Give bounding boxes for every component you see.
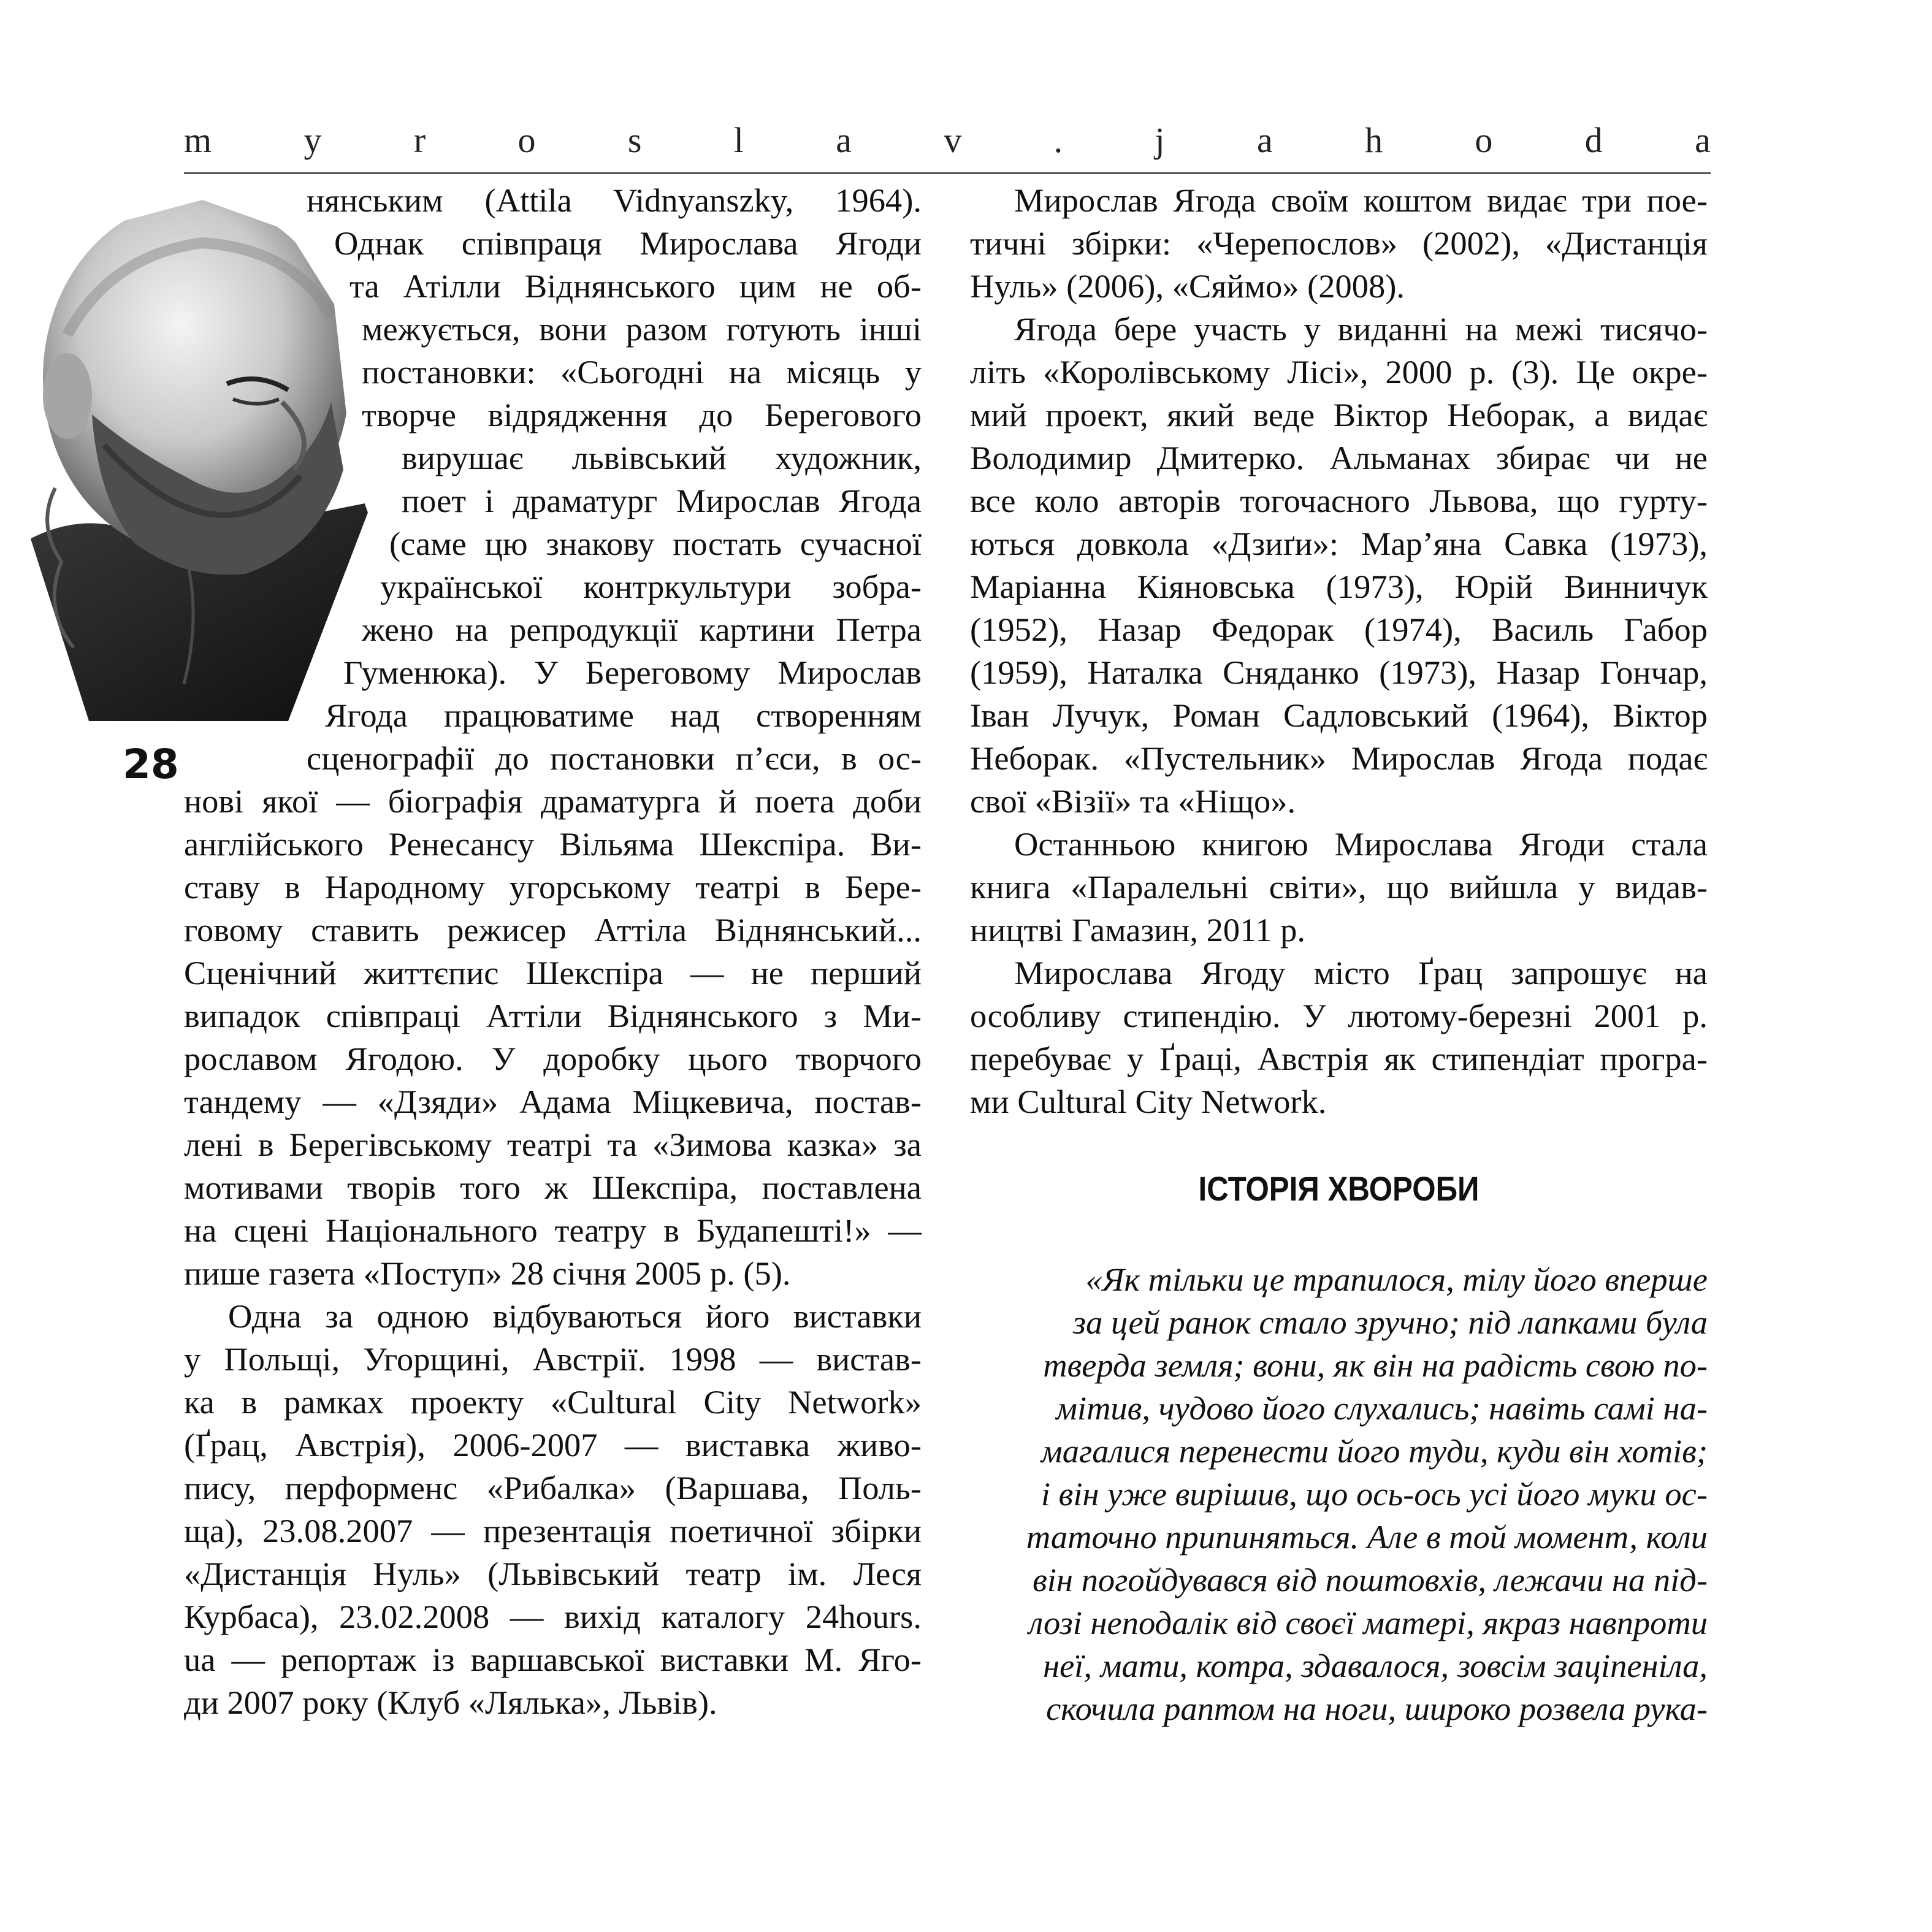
- left-column-line: постановки: «Сьогодні на місяць у: [362, 353, 922, 391]
- right-column-line: (1952), Назар Федорак (1974), Василь Габор: [970, 611, 1708, 648]
- running-head-letter: v: [944, 120, 962, 160]
- left-column-line: пише газета «Поступ» 28 січня 2005 р. (5).: [184, 1254, 791, 1292]
- quote-line: таточно припиняться. Але в той момент, коли: [1026, 1518, 1708, 1556]
- left-column-line: Однак співпраця Мирослава Ягоди: [334, 224, 922, 262]
- left-column-line: жено на репродукції картини Петра: [362, 611, 922, 648]
- running-head-letter: d: [1584, 120, 1603, 160]
- running-head-letter: l: [733, 120, 744, 160]
- left-column-line: у Польщі, Угорщині, Австрії. 1998 — вистав-: [184, 1340, 922, 1378]
- left-column-line: вирушає львівський художник,: [402, 439, 922, 476]
- right-column-line: Нуль» (2006), «Сяймо» (2008).: [970, 267, 1405, 305]
- right-column-line: все коло авторів тогочасного Львова, що гурту-: [970, 482, 1708, 519]
- left-column-line: (Ґрац, Австрія), 2006-2007 — виставка живо-: [184, 1426, 922, 1464]
- left-column: [184, 179, 922, 1724]
- quote-block: [970, 1258, 1708, 1730]
- left-column-line: сценографії до постановки п’єси, в ос-: [307, 739, 922, 777]
- right-column-line: Мирослав Ягода своїм коштом видає три пое-: [1014, 181, 1708, 219]
- left-column-line: англійського Ренесансу Вільяма Шекспіра. Ви-: [184, 825, 922, 863]
- right-column-line: літь «Королівському Лісі», 2000 р. (3). Це окре-: [970, 353, 1708, 391]
- left-column-line: Курбаса), 23.02.2008 — вихід каталогу 24hours.: [184, 1598, 922, 1635]
- right-column-line: перебуває у Ґраці, Австрія як стипендіат програ-: [970, 1040, 1708, 1077]
- left-column-line: ди 2007 року (Клуб «Лялька», Львів).: [184, 1684, 717, 1721]
- right-column-line: особливу стипендію. У лютому-березні 2001 р.: [970, 997, 1708, 1034]
- right-column-line: Останньою книгою Мирослава Ягоди стала: [1014, 825, 1708, 863]
- left-column-line: випадок співпраці Аттіли Віднянського з Ми-: [184, 997, 922, 1034]
- left-column-line: нові якої — біографія драматурга й поета доби: [184, 782, 922, 820]
- quote-line: мітив, чудово його слухались; навіть самі на-: [1056, 1389, 1708, 1427]
- running-head-letter: m: [184, 120, 212, 160]
- right-column-line: Іван Лучук, Роман Садловський (1964), Віктор: [970, 697, 1708, 734]
- quote-line: тверда земля; вони, як він на радість свою по-: [1043, 1346, 1708, 1384]
- right-column: [970, 179, 1708, 1123]
- left-column-line: тандему — «Дзяди» Адама Міцкевича, постав-: [184, 1083, 922, 1120]
- header-rule: [184, 172, 1711, 174]
- page-number: 28: [123, 741, 179, 788]
- right-column-line: Володимир Дмитерко. Альманах збирає чи не: [970, 439, 1708, 476]
- running-head-letter: s: [627, 120, 642, 160]
- right-column-line: Ягода бере участь у виданні на межі тисячо-: [1014, 310, 1708, 348]
- right-column-line: тичні збірки: «Черепослов» (2002), «Дистанція: [970, 224, 1708, 262]
- right-column-line: Мирослава Ягоду місто Ґрац запрошує на: [1014, 954, 1708, 991]
- running-head-letter: a: [1695, 120, 1711, 160]
- running-head: [184, 120, 1711, 161]
- left-column-line: нянським (Attila Vidnyanszky, 1964).: [307, 181, 922, 219]
- left-column-line: ua — репортаж із варшавської виставки М. Яго-: [184, 1641, 922, 1678]
- left-column-line: поет і драматург Мирослав Ягода: [402, 482, 922, 519]
- left-column-line: ща), 23.08.2007 — презентація поетичної збірки: [184, 1512, 922, 1549]
- quote-line: лозі неподалік від своєї матері, якраз навпроти: [1028, 1604, 1708, 1641]
- right-column-line: (1959), Наталка Сняданко (1973), Назар Гончар,: [970, 654, 1708, 691]
- running-head-letter: r: [413, 120, 426, 160]
- section-heading: ІСТОРІЯ ХВОРОБИ: [1198, 1169, 1480, 1208]
- quote-line: неї, мати, котра, здавалося, зовсім заціпеніла,: [1043, 1647, 1708, 1684]
- right-column-line: книга «Паралельні світи», що вийшла у видав-: [970, 868, 1708, 906]
- right-column-line: ються довкола «Дзиґи»: Мар’яна Савка (1973),: [970, 525, 1708, 562]
- quote-line: «Як тільки це трапилося, тілу його вперше: [1085, 1261, 1708, 1298]
- left-column-line: пису, перформенс «Рибалка» (Варшава, Поль-: [184, 1469, 922, 1506]
- left-column-line: української контркультури зобра-: [380, 568, 922, 605]
- running-head-letter: o: [517, 120, 536, 160]
- running-head-letter: h: [1365, 120, 1383, 160]
- right-column-line: свої «Візії» та «Ніщо».: [970, 782, 1296, 820]
- left-column-line: ка в рамках проекту «Cultural City Network»: [184, 1383, 922, 1421]
- right-column-line: ництві Гамазин, 2011 р.: [970, 911, 1306, 949]
- left-column-line: ставу в Народному угорському театрі в Бере-: [184, 868, 922, 906]
- running-head-letter: .: [1053, 120, 1063, 160]
- running-head-letter: a: [1256, 120, 1273, 160]
- left-column-line: Гуменюка). У Береговому Мирослав: [343, 654, 922, 691]
- left-column-line: межується, вони разом готують інші: [362, 310, 922, 348]
- left-column-line: говому ставить режисер Аттіла Віднянський...: [184, 911, 922, 949]
- left-column-line: на сцені Національного театру в Будапешті!» —: [184, 1212, 922, 1249]
- left-column-line: Сценічний життєпис Шекспіра — не перший: [184, 954, 922, 991]
- left-column-line: (саме цю знакову постать сучасної: [389, 525, 922, 562]
- left-column-line: мотивами творів того ж Шекспіра, поставлена: [184, 1169, 922, 1206]
- running-head-letter: y: [304, 120, 322, 160]
- left-column-line: творче відрядження до Берегового: [362, 396, 922, 433]
- left-column-line: Ягода працюватиме над створенням: [325, 697, 922, 734]
- quote-line: скочила раптом на ноги, широко розвела рука-: [1046, 1690, 1708, 1727]
- left-column-line: рославом Ягодою. У доробку цього творчого: [184, 1040, 922, 1077]
- running-head-letter: o: [1475, 120, 1493, 160]
- running-head-letter: a: [836, 120, 852, 160]
- left-column-line: «Дистанція Нуль» (Львівський театр ім. Леся: [184, 1555, 922, 1592]
- right-column-line: Неборак. «Пустельник» Мирослав Ягода подає: [970, 739, 1708, 777]
- right-column-line: ми Cultural City Network.: [970, 1083, 1327, 1120]
- quote-line: магалися перенести його туди, куди він хотів;: [1040, 1432, 1708, 1470]
- running-head-letter: j: [1155, 120, 1165, 160]
- quote-line: за цей ранок стало зручно; під лапками була: [1072, 1304, 1708, 1341]
- right-column-line: мий проект, який веде Віктор Неборак, а видає: [970, 396, 1708, 433]
- right-column-line: Маріанна Кіяновська (1973), Юрій Винничук: [970, 568, 1708, 605]
- left-column-line: та Атілли Віднянського цим не об-: [349, 267, 922, 305]
- left-column-line: Одна за одною відбуваються його виставки: [228, 1297, 922, 1335]
- quote-line: і він уже вирішив, що ось-ось усі його муки ос-: [1040, 1475, 1708, 1513]
- left-column-line: лені в Берегівському театрі та «Зимова казка» за: [184, 1126, 922, 1163]
- quote-line: він погойдувався від поштовхів, лежачи на під-: [1033, 1561, 1708, 1598]
